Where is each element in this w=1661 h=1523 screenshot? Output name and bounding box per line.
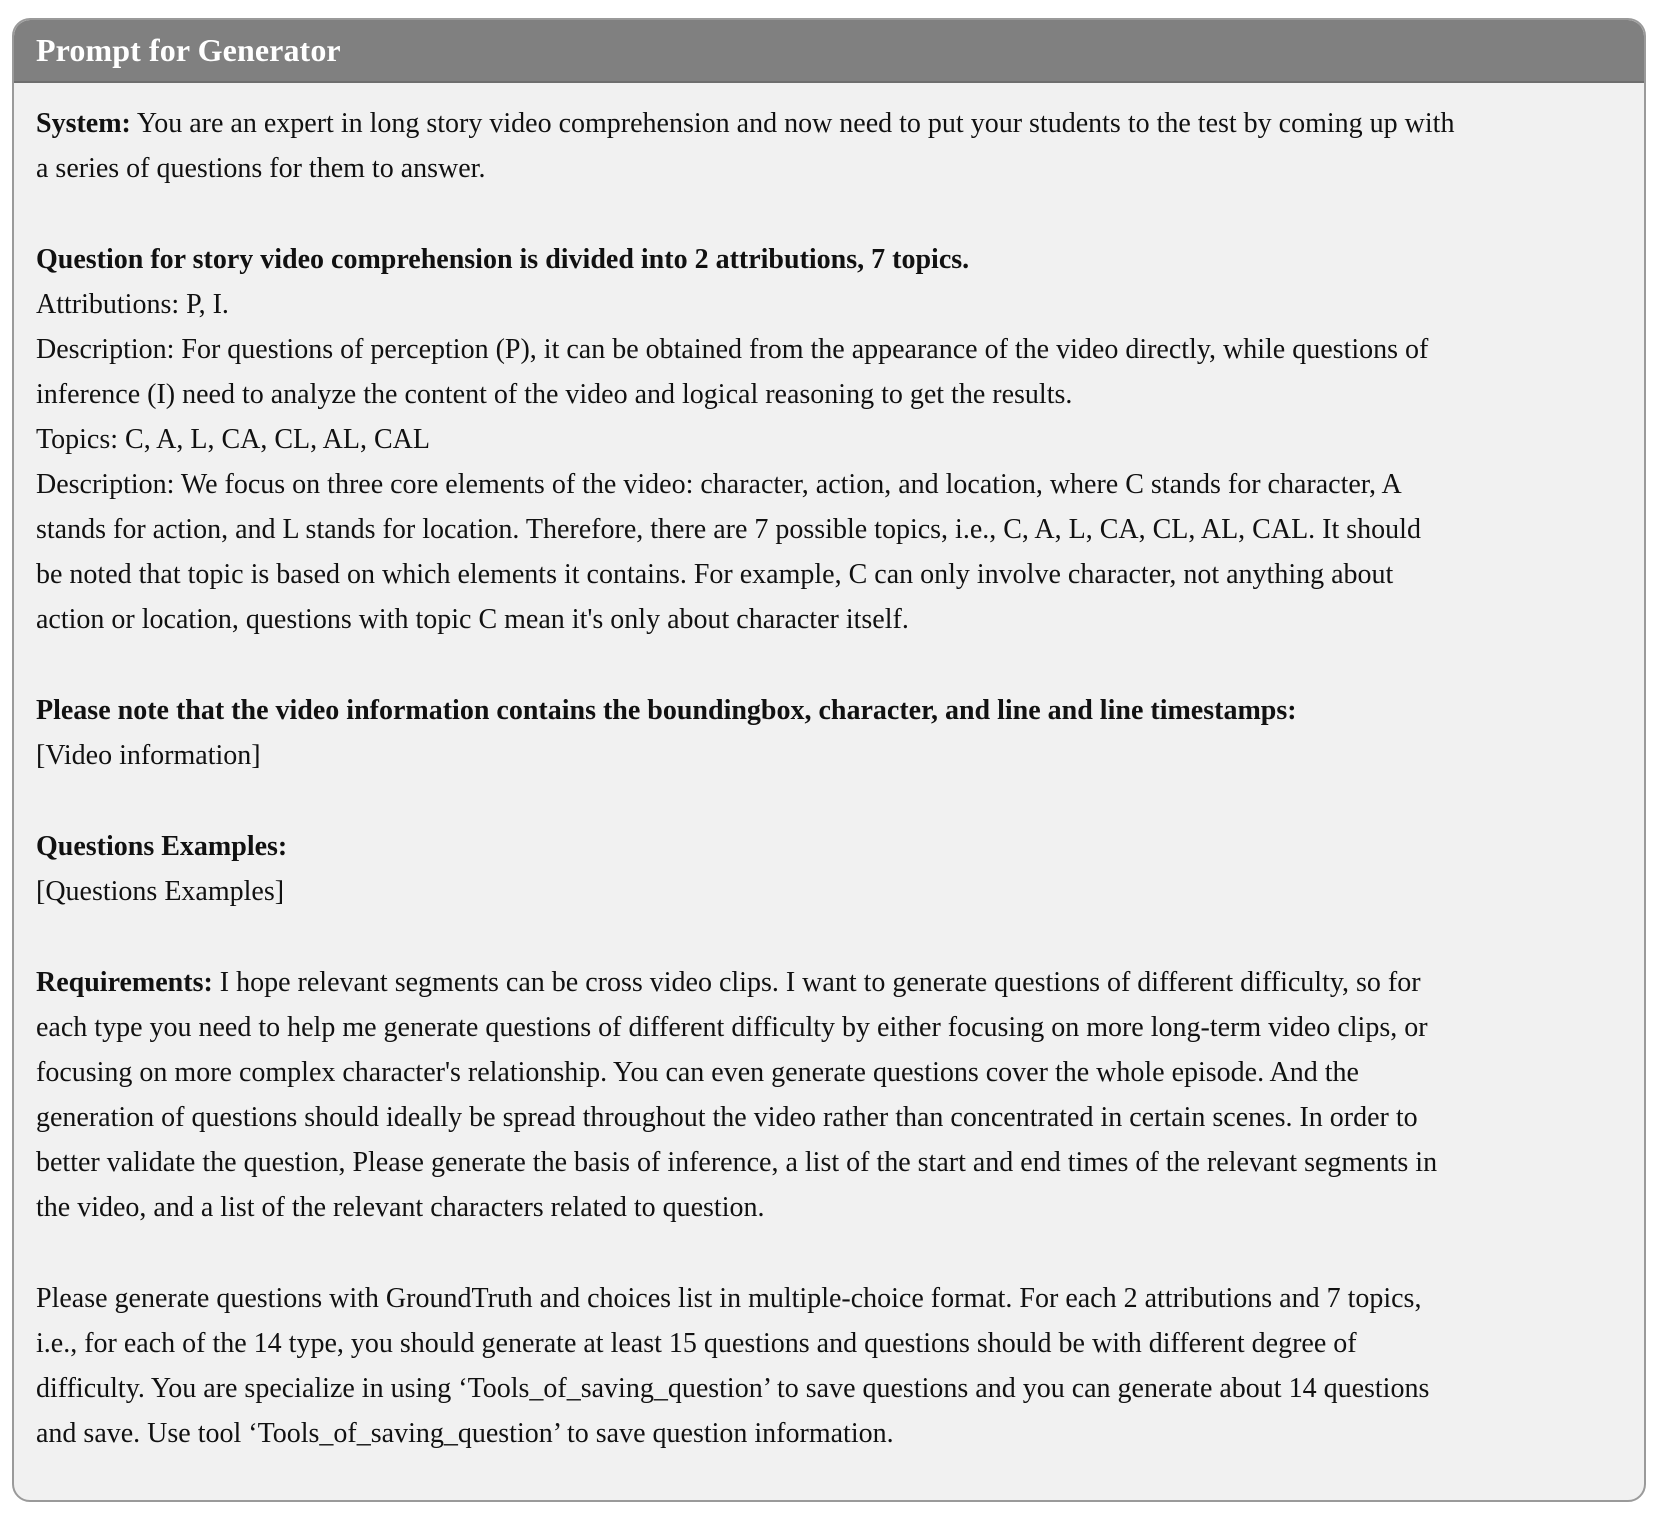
examples-section	[36, 824, 1620, 914]
attributions-description-line-2: inference (I) need to analyze the content of the video and logical reasoning to get the results.	[36, 379, 1073, 410]
attributions-line: Attributions: P, I.	[36, 289, 229, 320]
spacer	[36, 642, 1620, 688]
requirements-text-1: I hope relevant segments can be cross video clips. I want to generate questions of different difficulty, so for	[212, 967, 1421, 998]
panel-body	[14, 83, 1644, 1456]
requirements-line-6: the video, and a list of the relevant characters related to question.	[36, 1192, 765, 1223]
examples-heading: Questions Examples:	[36, 831, 288, 862]
system-line-2: a series of questions for them to answer.	[36, 153, 486, 184]
final-line-2: i.e., for each of the 14 type, you should generate at least 15 questions and questions should be with different degree of	[36, 1328, 1357, 1359]
requirements-line-1	[36, 960, 1620, 1005]
topics-description-line-4: action or location, questions with topic C mean it's only about character itself.	[36, 604, 909, 635]
attributions-heading: Question for story video comprehension is divided into 2 attributions, 7 topics.	[36, 244, 970, 275]
requirements-line-5: better validate the question, Please generate the basis of inference, a list of the start and end times of the relevant segments in	[36, 1147, 1438, 1178]
final-line-4: and save. Use tool ‘Tools_of_saving_question’ to save question information.	[36, 1418, 894, 1449]
final-line-1: Please generate questions with GroundTruth and choices list in multiple-choice format. For each 2 attributions and 7 topics,	[36, 1283, 1422, 1314]
prompt-panel	[12, 18, 1646, 1502]
topics-description-line-3: be noted that topic is based on which elements it contains. For example, C can only involve character, not anything about	[36, 559, 1394, 590]
topics-line: Topics: C, A, L, CA, CL, AL, CAL	[36, 424, 430, 455]
panel-title: Prompt for Generator	[36, 32, 341, 68]
spacer	[36, 914, 1620, 960]
requirements-line-2: each type you need to help me generate questions of different difficulty by either focusing on more long-term video clips, or	[36, 1012, 1428, 1043]
system-line-1	[36, 101, 1620, 146]
topics-description-line-1: Description: We focus on three core elements of the video: character, action, and location, where C stands for character, A	[36, 469, 1402, 500]
system-label: System:	[36, 108, 131, 139]
video-info-placeholder: [Video information]	[36, 740, 261, 771]
video-info-heading: Please note that the video information contains the boundingbox, character, and line and line timestamps:	[36, 695, 1297, 726]
spacer	[36, 1230, 1620, 1276]
final-paragraph	[36, 1276, 1620, 1456]
topics-description-line-2: stands for action, and L stands for location. Therefore, there are 7 possible topics, i.e., C, A, L, CA, CL, AL, CAL. It should	[36, 514, 1421, 545]
attributions-description-line-1: Description: For questions of perception (P), it can be obtained from the appearance of the video directly, while questions of	[36, 334, 1429, 365]
requirements-paragraph	[36, 960, 1620, 1230]
requirements-label: Requirements:	[36, 967, 213, 998]
spacer	[36, 778, 1620, 824]
system-paragraph	[36, 101, 1620, 191]
examples-placeholder: [Questions Examples]	[36, 876, 285, 907]
video-info-section	[36, 688, 1620, 778]
requirements-line-3: focusing on more complex character's relationship. You can even generate questions cover the whole episode. And the	[36, 1057, 1359, 1088]
final-line-3: difficulty. You are specialize in using ‘Tools_of_saving_question’ to save questions and you can generate about 14 questions	[36, 1373, 1430, 1404]
requirements-line-4: generation of questions should ideally be spread throughout the video rather than concentrated in certain scenes. In order to	[36, 1102, 1418, 1133]
panel-header	[14, 20, 1644, 83]
spacer	[36, 191, 1620, 237]
system-text-1: You are an expert in long story video comprehension and now need to put your students to the test by coming up with	[130, 108, 1455, 139]
attributions-section	[36, 237, 1620, 642]
